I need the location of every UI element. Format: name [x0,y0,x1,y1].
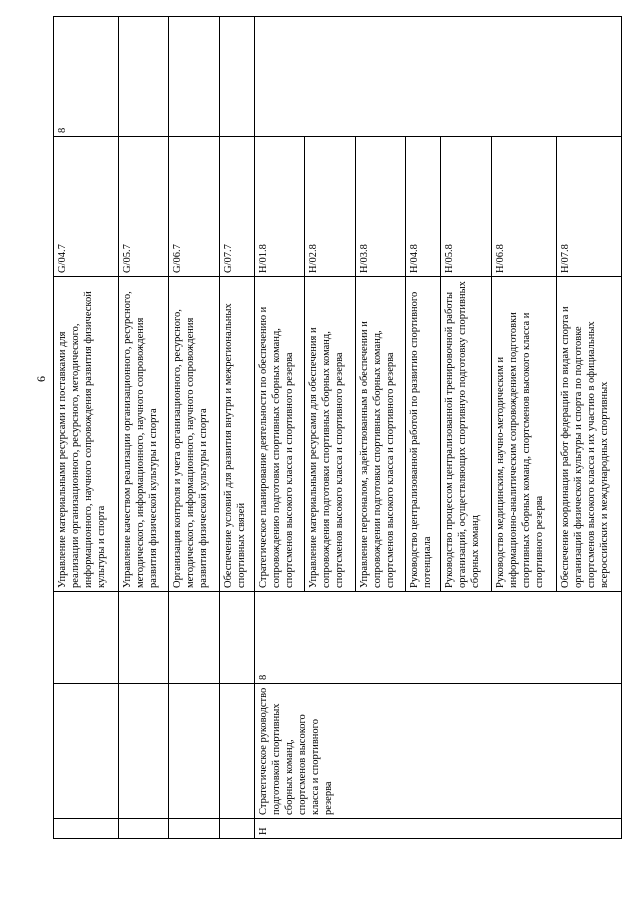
group-name-cell: Стратегическое руководство подготовкой спортивных сборных команд, спортсменов высокого класса и спортивного резерва [255,684,622,819]
function-name-cell: Управление материальными ресурсами и поставками для реализации организационного, ресурсного, методического, информационного, научного сопровождения развития физической культуры и спорта [54,277,119,592]
cell-level-blank [219,592,254,684]
function-name-cell: Руководство процессом централизованной тренировочной работы организаций, осуществляющих спортивную подготовку спортивных сборных команд [441,277,491,592]
table-row [119,17,169,839]
function-name-cell: Организация контроля и учета организационного, ресурсного, методического, информационного, научного сопровождения развития физической культуры и спорта [169,277,219,592]
group-level-cell: 8 [255,592,622,684]
cell-name-blank [219,684,254,819]
group-h-level-cell [255,17,622,137]
function-name-cell: Управление материальными ресурсами для обеспечения и сопровождения подготовки спортивных сборных команд, спортсменов высокого класса и спортивного резерва [305,277,355,592]
page-number: 6 [34,376,48,382]
cell-code-blank [219,819,254,839]
function-name-cell: Руководство централизованной работой по развитию спортивного потенциала [405,277,440,592]
table-row-group-h [255,17,305,839]
table-row [219,17,254,839]
functions-table [53,16,622,839]
cell-code-blank [119,819,169,839]
cell-name-blank [54,684,119,819]
function-name-cell: Управление персоналом, задействованным в обеспечении и сопровождении подготовки спортивных сборных команд, спортсменов высокого класса и спортивного резерва [355,277,405,592]
function-code-cell: G/06.7 [169,137,219,277]
table-row-continuation [54,17,119,839]
cell-name-blank [119,684,169,819]
function-level-cell [119,17,169,137]
function-code-cell: H/04.8 [405,137,440,277]
function-level-cell [169,17,219,137]
function-name-cell: Управление качеством реализации организационного, ресурсного, методического, информационного, научного сопровождения развития физической культуры и спорта [119,277,169,592]
function-code-cell: G/05.7 [119,137,169,277]
function-code-cell: H/02.8 [305,137,355,277]
function-code-cell: G/04.7 [54,137,119,277]
cell-level-blank [119,592,169,684]
function-code-cell: H/03.8 [355,137,405,277]
cell-name-blank [169,684,219,819]
group-code-cell: H [255,819,622,839]
function-level-cell [219,17,254,137]
table-row [169,17,219,839]
landscape-table-wrapper [53,17,622,839]
cell-level-blank [169,592,219,684]
cell-code-blank [54,819,119,839]
function-code-cell: H/05.8 [441,137,491,277]
function-code-cell: H/06.8 [491,137,556,277]
function-name-cell: Обеспечение координации работ федераций по видам спорта и организаций физической культуры и спорта по подготовке спортсменов высокого класса и их участию в официальных всероссийских и международных спортивных [556,277,621,592]
rotated-sheet [53,17,622,839]
cell-level-blank [54,592,119,684]
function-code-cell: H/07.8 [556,137,621,277]
cell-code-blank [169,819,219,839]
function-code-cell: H/01.8 [255,137,305,277]
function-name-cell: Стратегическое планирование деятельности по обеспечению и сопровождению подготовки спортивных сборных команд, спортсменов высокого класса и спортивного резерва [255,277,305,592]
function-name-cell: Руководство медицинским, научно-методическим и информационно-аналитическим сопровождением подготовки спортивных сборных команд, спортсменов высокого класса и спортивного резерва [491,277,556,592]
function-code-cell: G/07.7 [219,137,254,277]
function-level-cell: 8 [54,17,119,137]
function-name-cell: Обеспечение условий для развития внутри и межрегиональных спортивных связей [219,277,254,592]
